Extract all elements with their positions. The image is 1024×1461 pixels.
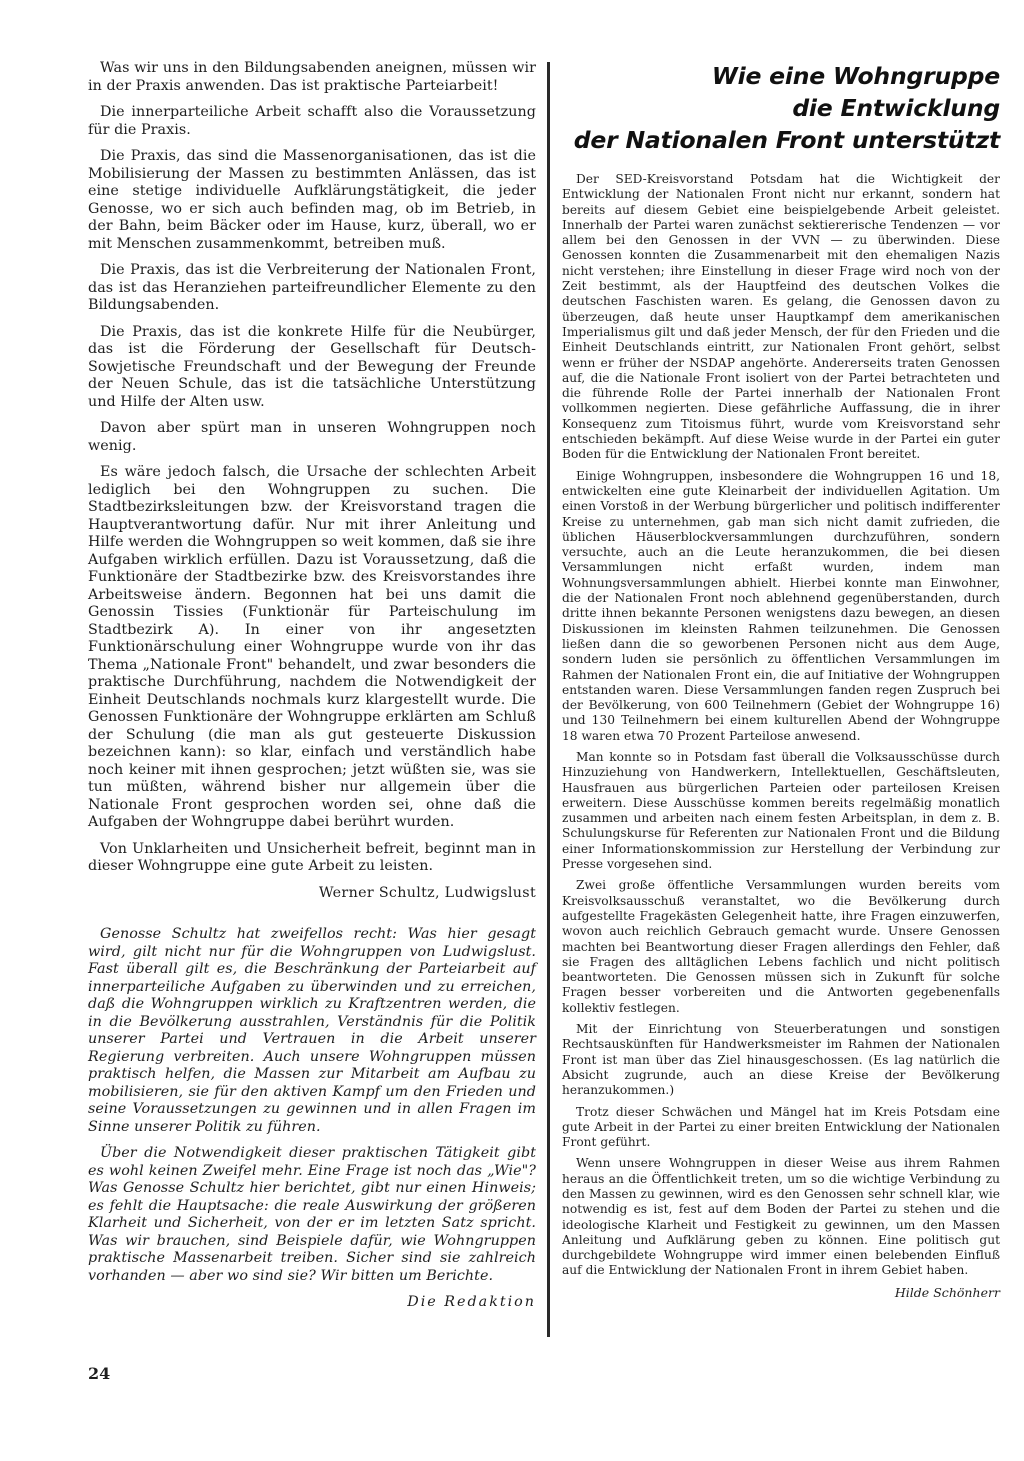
article-headline: [562, 60, 1000, 156]
right-column: [562, 60, 1000, 1306]
paragraph: Von Unklarheiten und Unsicherheit befreit, beginnt man in dieser Wohngruppe eine gute Arbeit zu leisten.: [88, 840, 536, 874]
paragraph: Was wir uns in den Bildungsabenden aneignen, müssen wir in der Praxis anwenden. Das ist praktische Parteiarbeit!: [88, 60, 536, 94]
column-divider: [547, 62, 550, 1337]
paragraph: Davon aber spürt man in unseren Wohngruppen noch wenig.: [88, 420, 536, 454]
paragraph: Es wäre jedoch falsch, die Ursache der schlechten Arbeit lediglich bei den Wohngruppen zu suchen. Die Stadtbezirksleitungen bzw. der Kreisvorstand tragen die Hauptverantwortung dafür. Nur mit ihrer Anleitung und Hilfe werden die Wohngruppen so weit kommen, daß sie ihre Aufgaben wirklich erfüllen. Dazu ist Voraussetzung, daß die Funktionäre der Stadtbezirke bzw. des Kreisvorstandes ihre Arbeitsweise ändern. Begonnen hat bei uns damit die Genossin Tissies (Funktionär für Parteischulung im Stadtbezirk A). In einer von ihr angesetzten Funktionärschulung einer Wohngruppe wurde von ihr das Thema „Nationale Front" behandelt, und zwar besonders die praktische Durchführung, nachdem die Notwendigkeit der Einheit Deutschlands nochmals kurz klargestellt wurde. Die Genossen Funktionäre der Wohngruppe erklärten am Schluß der Schulung (die man als gut gesteuerte Diskussion bezeichnen kann): so klar, einfach und verständlich habe noch keiner mit ihnen gesprochen; jetzt wüßten sie, was sie tun müßten, während bisher nur allgemein über die Nationale Front gesprochen worden sei, ohne daß die Aufgaben der Wohngruppe dabei berührt wurden.: [88, 464, 536, 830]
paragraph: Man konnte so in Potsdam fast überall die Volksausschüsse durch Hinzuziehung von Handwerkern, Intellektuellen, Geschäftsleuten, Hausfrauen aus bürgerlichen Parteien oder parteilosen Kreisen erweitern. Diese Ausschüsse kommen bereits regelmäßig monatlich zusammen und arbeiten nach einem festen Arbeitsplan, in dem z. B. Schulungskurse für Referenten zur Nationalen Front und die Bildung einer Informationskommission zur Herstellung der Verbindung zur Presse vorgesehen sind.: [562, 749, 1000, 872]
paragraph: Wenn unsere Wohngruppen in dieser Weise aus ihrem Rahmen heraus an die Öffentlichkeit treten, um so die wichtige Verbindung zu den Massen zu gewinnen, wird es den Genossen sehr schnell klar, wie notwendig es ist, fest auf dem Boden der Partei zu stehen und die ideologische Klarheit und Festigkeit zu gewinnen, um den Massen Anleitung und Aufklärung geben zu können. Eine politisch gut durchgebildete Wohngruppe wird immer einen belebenden Einfluß auf die Entwicklung der Nationalen Front in ihrem Gebiet haben.: [562, 1156, 1000, 1278]
paragraph: Die Praxis, das sind die Massenorganisationen, das ist die Mobilisierung der Massen zu bestimmten Anlässen, das ist eine stetige individuelle Aufklärungstätigkeit, die jeder Genosse, wo er sich auch befinden mag, ob im Betrieb, in der Bahn, beim Bäcker oder im Hause, kurz, überall, wo er mit Menschen zusammenkommt, betreiben muß.: [88, 148, 536, 252]
paragraph: Einige Wohngruppen, insbesondere die Wohngruppen 16 und 18, entwickelten eine gute Kleinarbeit der individuellen Agitation. Um einen Vorstoß in der Werbung bürgerlicher und politisch indifferenter Kreise zu unternehmen, gab man sich nicht damit zufrieden, die üblichen Häuserblockversammlungen durchzuführen, sondern versuchte, auch an die Leute heranzukommen, die bei diesen Versammlungen nicht erfaßt wurden, indem man Wohnungsversammlungen abhielt. Hierbei konnte man Einwohner, die der Nationalen Front noch ablehnend gegenüberstanden, durch dritte ihnen bekannte Personen wenigstens dazu bewegen, an diesen Diskussionen im kleinsten Rahmen teilzunehmen. Die Genossen ließen dann die so geworbenen Personen nicht aus dem Auge, sondern luden sie persönlich zu öffentlichen Versammlungen im Rahmen der Nationalen Front ein, die auf Initiative der Wohngruppen entstanden waren. Diese Versammlungen fanden regen Zuspruch bei der Bevölkerung, von 600 Teilnehmern (Gebiet der Wohngruppe 16) und 130 Teilnehmern bei einem kulturellen Abend der Wohngruppe 18 waren etwa 70 Prozent Parteilose anwesend.: [562, 468, 1000, 743]
left-column: [88, 60, 536, 1312]
paragraph: Die Praxis, das ist die Verbreiterung der Nationalen Front, das ist das Heranziehen parteifreundlicher Elemente zu den Bildungsabenden.: [88, 262, 536, 313]
headline-line: der Nationalen Front unterstützt: [573, 126, 1000, 154]
paragraph: Mit der Einrichtung von Steuerberatungen und sonstigen Rechtsauskünften für Handwerksmeister im Rahmen der Nationalen Front ist man über das Ziel hinausgeschossen. (Es lag natürlich die Absicht zugrunde, auch an diese Kreise der Bevölkerung heranzukommen.): [562, 1022, 1000, 1098]
paragraph: Die Praxis, das ist die konkrete Hilfe für die Neubürger, das ist die Förderung der Gesellschaft für Deutsch-Sowjetische Freundschaft und der Bewegung der Freunde der Neuen Schule, das ist die tatsächliche Unterstützung und Hilfe der Alten usw.: [88, 323, 536, 410]
page-number: 24: [88, 1364, 111, 1383]
editorial-paragraph: Genosse Schultz hat zweifellos recht: Was hier gesagt wird, gilt nicht nur für die Wohngruppen von Ludwigslust. Fast überall gilt es, die Beschränkung der Parteiarbeit auf innerparteiliche Aufgaben zu überwinden und zu erreichen, daß die Wohngruppen wirklich zu Kraftzentren werden, die in die Bevölkerung ausstrahlen, Verständnis für die Politik unserer Partei und Vertrauen in die Arbeit unserer Regierung verbreiten. Auch unsere Wohngruppen müssen praktisch helfen, die Massen zur Mitarbeit am Aufbau zu mobilisieren, sie für den aktiven Kampf um den Frieden und seine Voraussetzungen zu gewinnen und in allen Fragen im Sinne unserer Politik zu führen.: [88, 926, 536, 1135]
author-signature: Werner Schultz, Ludwigslust: [318, 884, 536, 901]
editorial-paragraph: Über die Notwendigkeit dieser praktischen Tätigkeit gibt es wohl keinen Zweifel mehr. Eine Frage ist noch das „Wie"? Was Genosse Schultz hier berichtet, gibt nur einen Hinweis; es fehlt die Hauptsache: die reale Auswirkung der größeren Klarheit und Sicherheit, von der er im letzten Satz spricht. Was wir brauchen, sind Beispiele dafür, wie Wohngruppen praktische Massenarbeit treiben. Sicher sind sie zahlreich vorhanden — aber wo sind sie? Wir bitten um Berichte.: [88, 1145, 536, 1284]
editorial-signature: Die Redaktion: [407, 1294, 536, 1310]
author-signature: Hilde Schönherr: [894, 1284, 1000, 1300]
paragraph: Zwei große öffentliche Versammlungen wurden bereits vom Kreisvolksausschuß veranstaltet, wo die Bevölkerung durch aufgestellte Fragekästen Gelegenheit hatte, ihre Fragen einzuwerfen, wovon auch reichlich Gebrauch gemacht wurde. Unsere Genossen machten bei Beantwortung dieser Fragen allerdings den Fehler, daß sie Fragen des alltäglichen Lebens fachlich und nicht politisch beantworteten. Die Genossen müssen sich in Zukunft für solche Fragen besser vorbereiten und die Antworten gegebenenfalls kollektiv festlegen.: [562, 878, 1000, 1015]
headline-line: Wie eine Wohngruppe: [711, 62, 1000, 90]
paragraph: Trotz dieser Schwächen und Mängel hat im Kreis Potsdam eine gute Arbeit in der Partei zu einer breiten Entwicklung der Nationalen Front geführt.: [562, 1104, 1000, 1150]
paragraph: Die innerparteiliche Arbeit schafft also die Voraussetzung für die Praxis.: [88, 104, 536, 138]
editorial-note: [88, 926, 536, 1312]
paragraph: Der SED-Kreisvorstand Potsdam hat die Wichtigkeit der Entwicklung der Nationalen Front nicht nur erkannt, sondern hat bereits auf diesem Gebiet eine beispielgebende Arbeit geleistet. Innerhalb der Partei waren zunächst sektiererische Tendenzen — vor allem bei den Genossen in der VVN — zu überwinden. Diese Genossen konnten die Zusammenarbeit mit den ehemaligen Nazis nicht verstehen; ihre Einstellung in dieser Frage wird noch von der Zeit bestimmt, als der Hauptfeind des deutschen Volkes die deutschen Faschisten waren. Es gelang, die Genossen davon zu überzeugen, daß heute unser Hauptkampf dem amerikanischen Imperialismus gilt und daß jeder Mensch, der für den Frieden und die Einheit Deutschlands eintritt, zur Nationalen Front gehört, selbst wenn er früher der NSDAP angehörte. Andererseits traten Genossen auf, die die Nationale Front isoliert von der Partei betrachteten und die führende Rolle der Partei innerhalb der Nationalen Front vollkommen negierten. Diese gefährliche Auffassung, die in ihrer Konsequenz zum Titoismus führt, wurde vom Kreisvorstand sehr entschieden bekämpft. Auf diese Weise wurde in der Partei ein guter Boden für die Entwicklung der Nationalen Front bereitet.: [562, 172, 1000, 462]
headline-line: die Entwicklung: [792, 94, 1000, 122]
